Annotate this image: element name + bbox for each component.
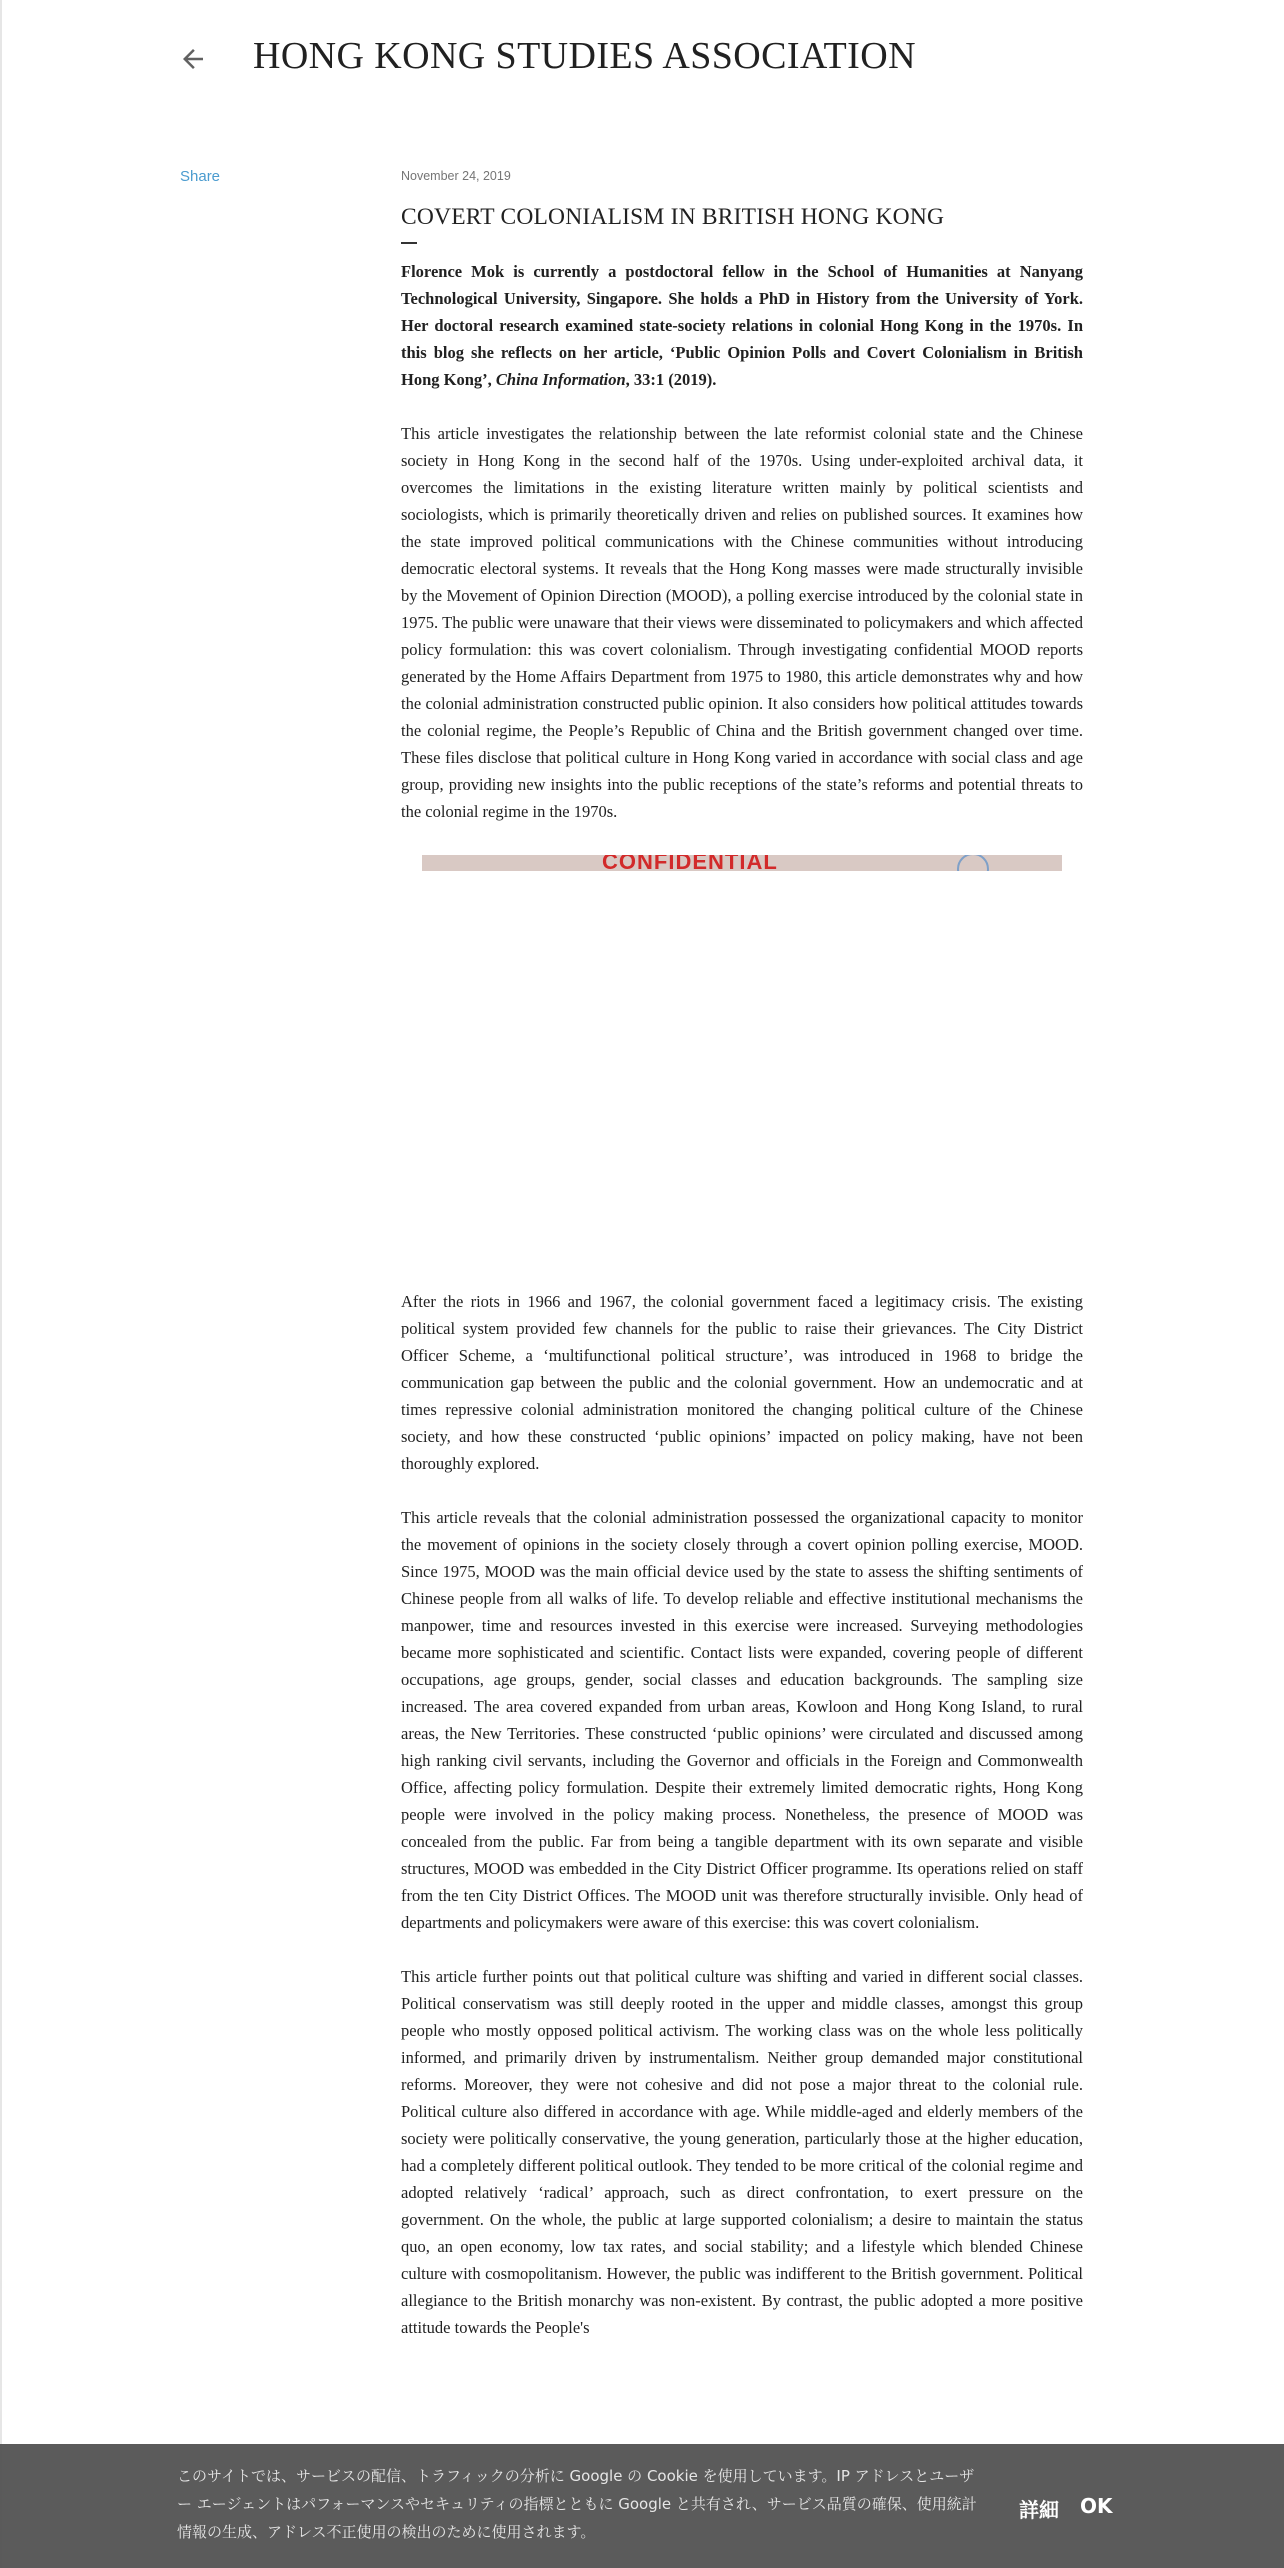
body-paragraph: After the riots in 1966 and 1967, the colonial government faced a legitimacy crisis. The existing political system provided few channels for the public to raise their grievances. The City District Officer Scheme, a ‘multifunctional political structure’, was introduced in 1968 to bridge the communication gap between the public and the colonial government. How an undemocratic and at times repressive colonial administration monitored the changing political culture of the Chinese society, and how these constructed ‘public opinions’ impacted on policy making, have not been thoroughly explored. <box>401 1292 1083 1473</box>
confidential-document-image <box>422 855 1062 871</box>
share-button[interactable]: Share <box>180 168 221 185</box>
citation-volume: , 33:1 (2019). <box>625 370 717 389</box>
title-divider <box>401 242 417 244</box>
body-paragraph: This article further points out that political culture was shifting and varied in different social classes. Political conservatism was still deeply rooted in the upper and middle classes, amongst this group people who mostly opposed political activism. The working class was on the whole less politically informed, and primarily driven by instrumentalism. Neither group demanded major constitutional reforms. Moreover, they were not cohesive and did not pose a major threat to the colonial rule. Political culture also differed in accordance with age. While middle-aged and elderly members of the society were politically conservative, the young generation, particularly those at the higher education, had a completely different political outlook. They tended to be more critical of the colonial regime and adopted relatively ‘radical’ approach, such as direct confrontation, to exert pressure on the government. On the whole, the public at large supported colonialism; a desire to maintain the status quo, an open economy, low tax rates, and social stability; and a lifestyle which blended Chinese culture with cosmopolitanism. However, the public was indifferent to the British government. Political allegiance to the British monarchy was non-existent. By contrast, the public adopted a more positive attitude towards the People's <box>401 1967 1083 2337</box>
cookie-ok-button[interactable]: OK <box>1080 2494 1113 2518</box>
author-intro-text: Florence Mok is currently a postdoctoral fellow in the School of Humanities at Nanyang Technological University, Singapore. She holds a PhD in History from the University of York. Her doctoral research examined state-society relations in colonial Hong Kong in the 1970s. In this blog she reflects on her article, ‘Public Opinion Polls and Covert Colonialism in British Hong Kong’, <box>401 262 1083 389</box>
stamp-icon <box>957 855 989 871</box>
site-title[interactable]: HONG KONG STUDIES ASSOCIATION <box>253 35 916 77</box>
body-paragraph: This article investigates the relationship between the late reformist colonial state and the Chinese society in Hong Kong in the second half of the 1970s. Using under-exploited archival data, it overcomes the limitations in the existing literature written mainly by political scientists and sociologists, which is primarily theoretically driven and relies on published sources. It examines how the state improved political communications with the Chinese communities without introducing democratic electoral systems. It reveals that the Hong Kong masses were made structurally invisible by the Movement of Opinion Direction (MOOD), a polling exercise introduced by the colonial state in 1975. The public were unaware that their views were disseminated to policymakers and which affected policy formulation: this was covert colonialism. Through investigating confidential MOOD reports generated by the Home Affairs Department from 1975 to 1980, this article demonstrates why and how the colonial administration constructed public opinion. It also considers how political attitudes towards the colonial regime, the People’s Republic of China and the British government changed over time. These files disclose that political culture in Hong Kong varied in accordance with social class and age group, providing new insights into the public receptions of the state’s reforms and potential threats to the colonial regime in the 1970s. <box>401 424 1083 821</box>
cookie-consent-bar <box>0 2444 1284 2568</box>
journal-name: China Information <box>495 370 626 389</box>
cookie-details-link[interactable]: 詳細 <box>1019 2498 1059 2522</box>
blog-header <box>0 0 1284 120</box>
post-date[interactable]: November 24, 2019 <box>401 169 511 183</box>
page-left-border <box>0 0 2 2568</box>
body-paragraph: This article reveals that the colonial administration possessed the organizational capacity to monitor the movement of opinions in the society closely through a covert opinion polling exercise, MOOD. Since 1975, MOOD was the main official device used by the state to assess the shifting sentiments of Chinese people from all walks of life. To develop reliable and effective institutional mechanisms the manpower, time and resources invested in this exercise were increased. Surveying methodologies became more sophisticated and scientific. Contact lists were expanded, covering people of different occupations, age groups, gender, social classes and education backgrounds. The sampling size increased. The area covered expanded from urban areas, Kowloon and Hong Kong Island, to rural areas, the New Territories. These constructed ‘public opinions’ were circulated and discussed among high ranking civil servants, including the Governor and officials in the Foreign and Commonwealth Office, affecting policy formulation. Despite their extremely limited democratic rights, Hong Kong people were involved in the policy making process. Nonetheless, the presence of MOOD was concealed from the public. Far from being a tangible department with its own separate and visible structures, MOOD was embedded in the City District Officer programme. Its operations relied on staff from the ten City District Offices. The MOOD unit was therefore structurally invisible. Only head of departments and policymakers were aware of this exercise: this was covert colonialism. <box>401 1508 1083 1932</box>
cookie-notice-text: このサイトでは、サービスの配信、トラフィックの分析に Google の Cookie を使用しています。IP アドレスとユーザー エージェントはパフォーマンスやセキュリティの指標とともに Google と共有され、サービス品質の確保、使用統計情報の生成、アドレス不正使用の検出のために使用されます。 <box>177 2467 977 2541</box>
post-title: COVERT COLONIALISM IN BRITISH HONG KONG <box>401 204 945 230</box>
author-intro <box>401 258 1083 393</box>
arrow-left-icon <box>178 44 208 74</box>
back-button[interactable] <box>178 44 208 74</box>
image-placeholder-area <box>401 871 1083 1261</box>
blog-post <box>401 168 1083 2341</box>
confidential-stamp-text: CONFIDENTIAL <box>602 855 778 871</box>
